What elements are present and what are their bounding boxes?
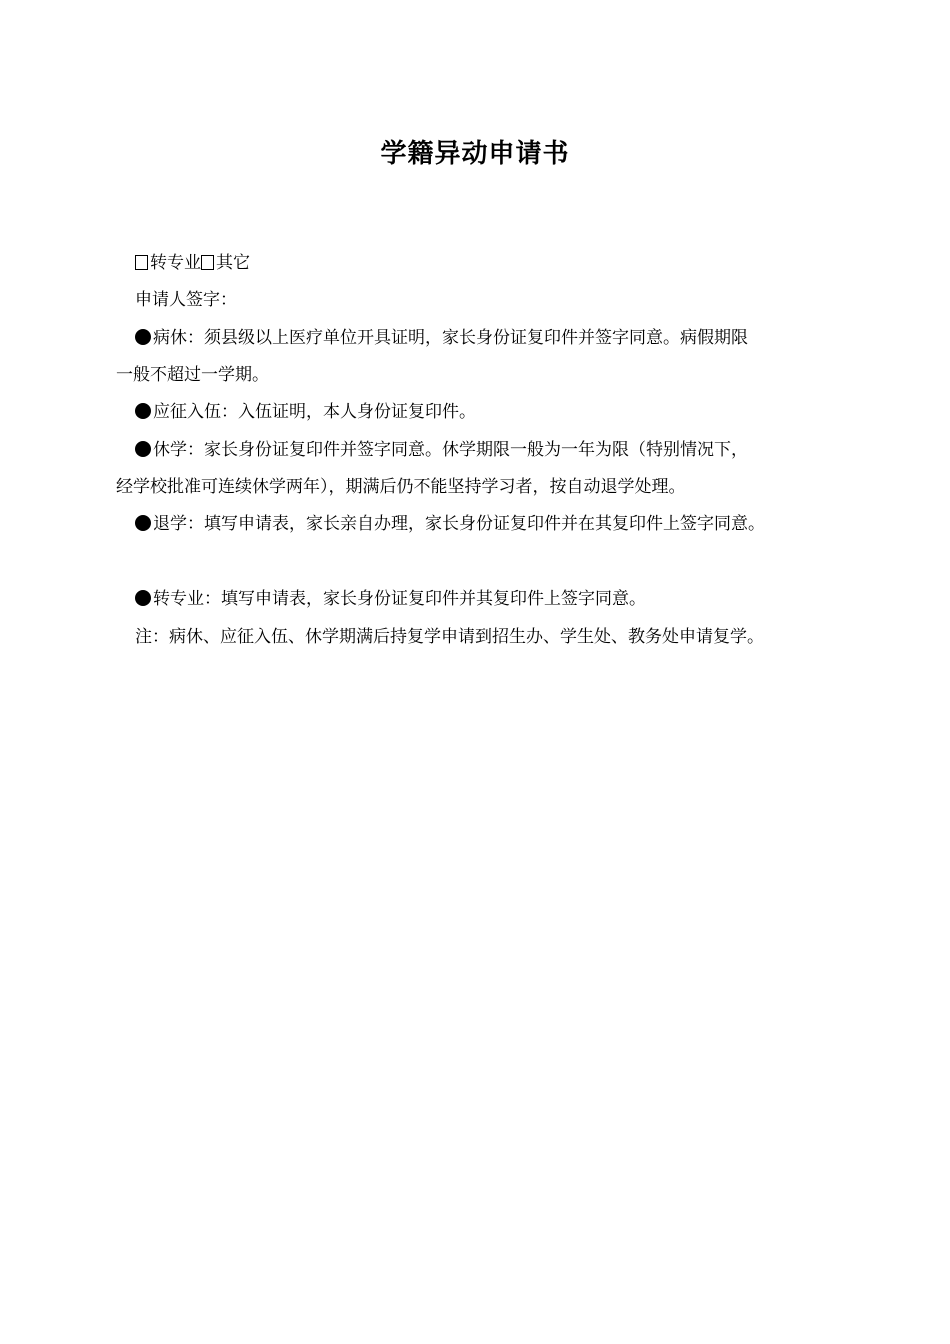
applicant-signature-label: 申请人签字： — [135, 290, 237, 310]
bullet-icon — [135, 590, 151, 606]
suspension-item — [135, 439, 748, 461]
bullet-icon — [135, 515, 151, 531]
other-label: 其它 — [216, 253, 250, 273]
bullet-icon — [135, 441, 151, 457]
enlistment-text: 应征入伍：入伍证明，本人身份证复印件。 — [153, 402, 476, 422]
enlistment-item — [135, 401, 476, 423]
other-checkbox[interactable] — [201, 255, 214, 270]
sick-leave-item — [135, 327, 748, 349]
withdrawal-item — [135, 513, 765, 535]
option-row — [135, 252, 250, 274]
transfer-major-checkbox[interactable] — [135, 255, 148, 270]
bullet-icon — [135, 403, 151, 419]
transfer-text: 转专业：填写申请表，家长身份证复印件并其复印件上签字同意。 — [153, 589, 646, 609]
bullet-icon — [135, 329, 151, 345]
document-title: 学籍异动申请书 — [380, 139, 570, 169]
sick-leave-text-2: 一般不超过一学期。 — [116, 365, 269, 385]
sick-leave-text-1: 病休：须县级以上医疗单位开具证明，家长身份证复印件并签字同意。病假期限 — [153, 328, 748, 348]
transfer-major-label: 转专业 — [150, 253, 201, 273]
suspension-text-2: 经学校批准可连续休学两年），期满后仍不能坚持学习者，按自动退学处理。 — [116, 477, 686, 497]
note-text: 注：病休、应征入伍、休学期满后持复学申请到招生办、学生处、教务处申请复学。 — [135, 627, 764, 647]
withdrawal-text: 退学：填写申请表，家长亲自办理，家长身份证复印件并在其复印件上签字同意。 — [153, 514, 765, 534]
suspension-text-1: 休学：家长身份证复印件并签字同意。休学期限一般为一年为限（特别情况下， — [153, 440, 748, 460]
transfer-item — [135, 588, 646, 610]
